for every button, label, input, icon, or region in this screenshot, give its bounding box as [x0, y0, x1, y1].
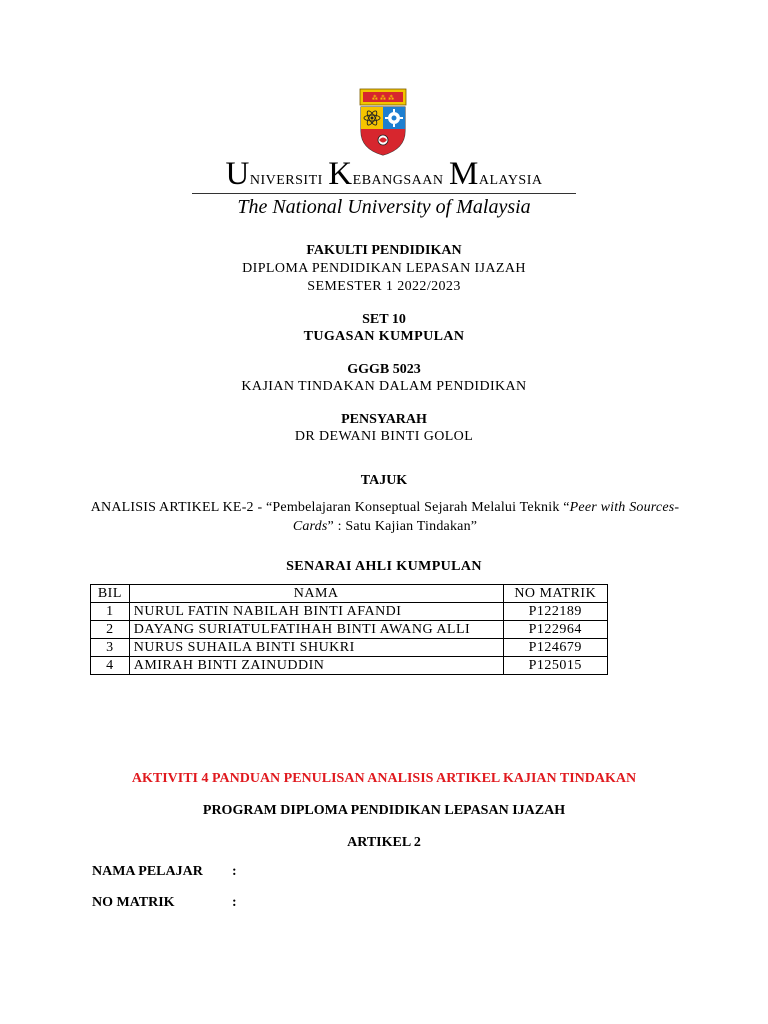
logo-divider — [192, 193, 576, 194]
matric-label: NO MATRIK — [92, 895, 175, 910]
activity-title: AKTIVITI 4 PANDUAN PENULISAN ANALISIS ARTIKEL KAJIAN TINDAKAN — [131, 771, 637, 786]
faculty-title: FAKULTI PENDIDIKAN — [306, 243, 462, 258]
row-bil: 4 — [91, 657, 130, 675]
university-name: Universiti Kebangsaan Malaysia — [225, 156, 543, 192]
members-heading: SENARAI AHLI KUMPULAN — [286, 559, 482, 574]
row-bil: 1 — [91, 603, 130, 621]
svg-text:⁂ ⁂ ⁂: ⁂ ⁂ ⁂ — [371, 95, 395, 102]
assignment-type: TUGASAN KUMPULAN — [303, 329, 465, 344]
row-bil: 2 — [91, 621, 130, 639]
row-nama: NURUS SUHAILA BINTI SHUKRI — [129, 639, 503, 657]
members-table — [90, 584, 608, 675]
ukm-crest-logo — [357, 87, 409, 157]
header-matrik: NO MATRIK — [503, 585, 607, 603]
university-tagline: The National University of Malaysia — [237, 196, 531, 218]
program-title: DIPLOMA PENDIDIKAN LEPASAN IJAZAH — [242, 261, 526, 276]
program-heading: PROGRAM DIPLOMA PENDIDIKAN LEPASAN IJAZAH — [202, 803, 566, 818]
header-nama: NAMA — [129, 585, 503, 603]
article-heading: ARTIKEL 2 — [347, 835, 421, 850]
row-matrik: P122189 — [503, 603, 607, 621]
set-label: SET 10 — [362, 312, 406, 327]
student-name-label: NAMA PELAJAR — [92, 864, 203, 879]
tajuk-label: TAJUK — [360, 473, 408, 488]
row-nama: NURUL FATIN NABILAH BINTI AFANDI — [129, 603, 503, 621]
table-row — [91, 603, 608, 621]
course-code: GGGB 5023 — [347, 362, 421, 377]
row-nama: DAYANG SURIATULFATIHAH BINTI AWANG ALLI — [129, 621, 503, 639]
table-row — [91, 639, 608, 657]
course-name: KAJIAN TINDAKAN DALAM PENDIDIKAN — [241, 379, 527, 394]
table-header-row — [91, 585, 608, 603]
semester-label: SEMESTER 1 2022/2023 — [307, 279, 461, 294]
article-title: ANALISIS ARTIKEL KE-2 - “Pembelajaran Konseptual Sejarah Melalui Teknik “Peer with Sources-Cards” : Satu Kajian Tindakan” — [90, 500, 680, 534]
matric-colon: : — [232, 895, 237, 910]
row-matrik: P125015 — [503, 657, 607, 675]
table-row — [91, 621, 608, 639]
row-nama: AMIRAH BINTI ZAINUDDIN — [129, 657, 503, 675]
lecturer-name: DR DEWANI BINTI GOLOL — [294, 429, 474, 444]
header-bil: BIL — [91, 585, 130, 603]
table-row — [91, 657, 608, 675]
lecturer-label: PENSYARAH — [341, 412, 427, 427]
row-bil: 3 — [91, 639, 130, 657]
row-matrik: P124679 — [503, 639, 607, 657]
student-name-colon: : — [232, 864, 237, 879]
row-matrik: P122964 — [503, 621, 607, 639]
